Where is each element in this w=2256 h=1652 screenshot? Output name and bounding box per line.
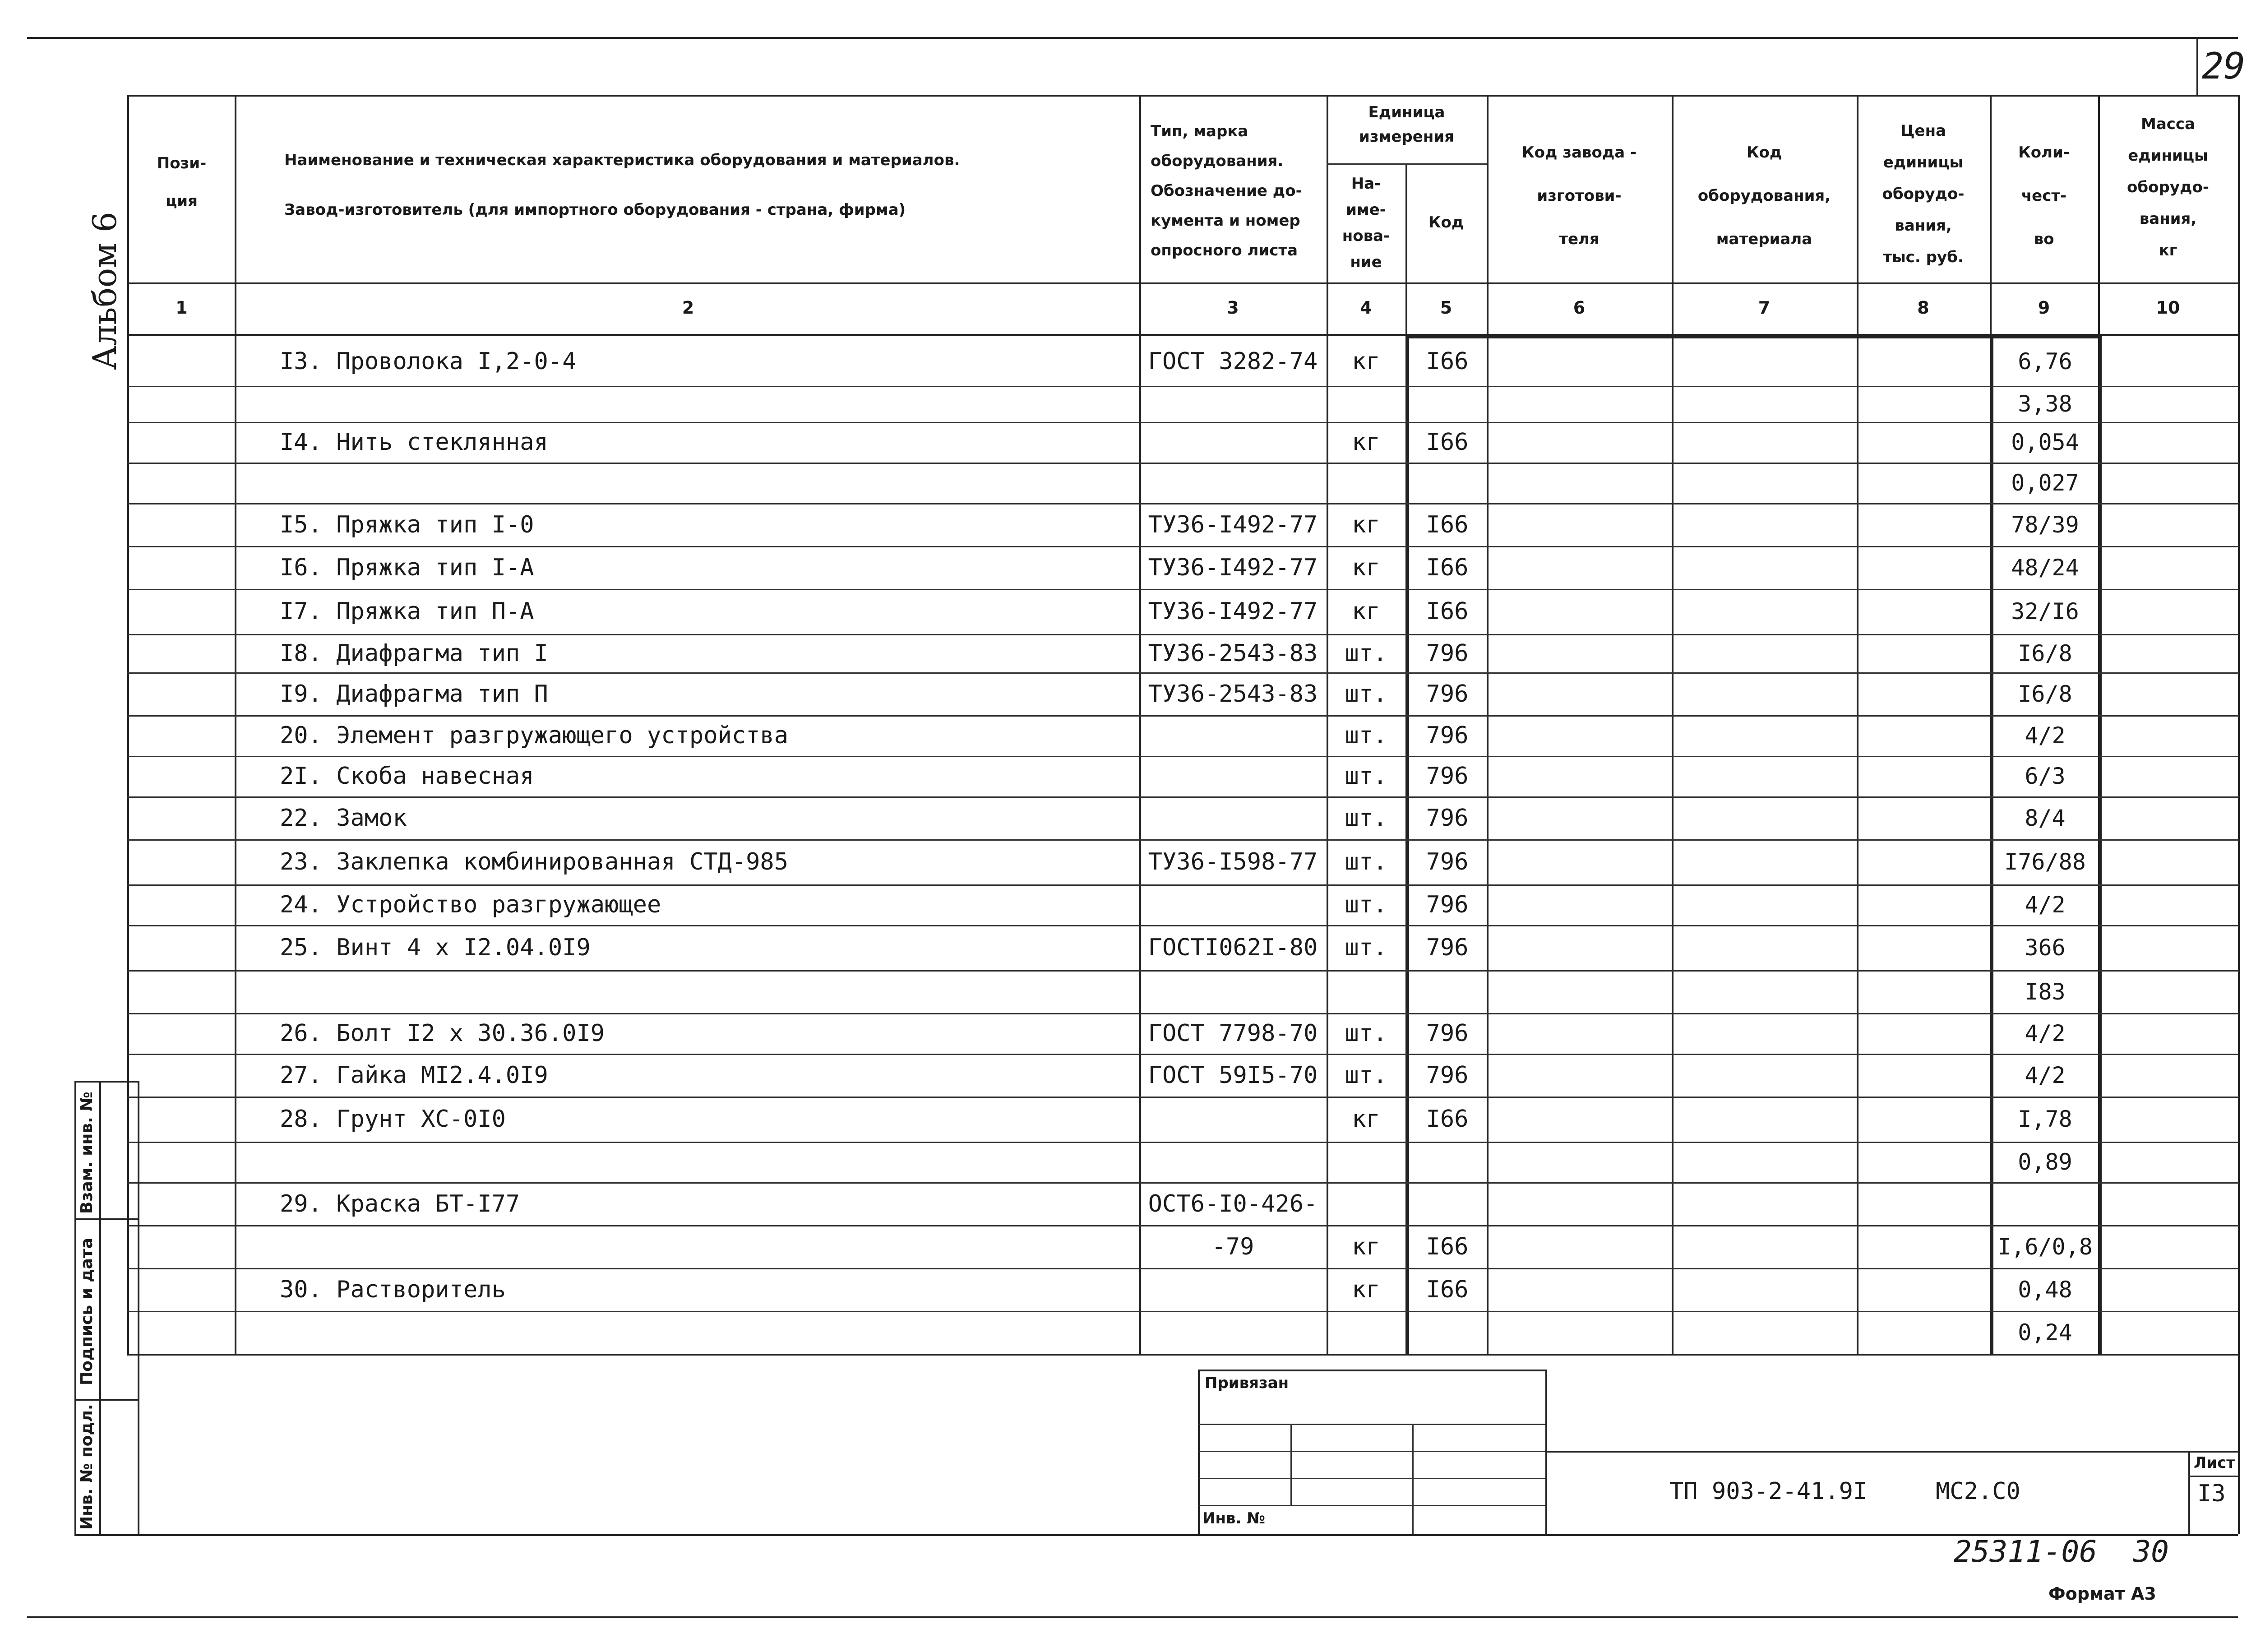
header-price bbox=[1859, 115, 1988, 273]
row-separator bbox=[127, 634, 2239, 635]
header-unit-line: Единица bbox=[1368, 103, 1445, 121]
table-cell-doc: ТУ36-I492-77 bbox=[1148, 598, 1318, 625]
side-stamp-right bbox=[138, 1081, 139, 1534]
column-number: 6 bbox=[1573, 298, 1586, 318]
row-separator bbox=[127, 1054, 2239, 1055]
header-type-line: оборудования. bbox=[1151, 152, 1284, 170]
table-cell-code: 796 bbox=[1426, 639, 1469, 667]
table-cell-qty: 4/2 bbox=[2025, 892, 2066, 918]
table-cell-doc: ГОСТ 3282-74 bbox=[1148, 347, 1318, 375]
page-number: 29 bbox=[2202, 45, 2246, 87]
top-border bbox=[27, 37, 2238, 39]
header-unit-line: измерения bbox=[1359, 128, 1454, 146]
header-price-line: тыс. руб. bbox=[1883, 248, 1964, 266]
table-cell-qty: I,78 bbox=[2018, 1106, 2072, 1132]
table-cell-unit: кг bbox=[1352, 1233, 1380, 1260]
header-mass-line: вания, bbox=[2139, 210, 2197, 228]
privyazan-label: Привязан bbox=[1205, 1374, 1289, 1392]
table-cell-qty: 0,89 bbox=[2018, 1149, 2072, 1175]
table-cell-name: 27. Гайка МI2.4.0I9 bbox=[280, 1061, 548, 1089]
row-separator bbox=[127, 1097, 2239, 1098]
table-cell-qty: 0,24 bbox=[2018, 1319, 2072, 1346]
column-number: 10 bbox=[2156, 298, 2180, 318]
table-cell-qty: I,6/0,8 bbox=[1997, 1233, 2093, 1260]
header-name-line: Наименование и техническая характеристика оборудования и материалов. bbox=[284, 151, 960, 169]
privyazan-col1 bbox=[1290, 1424, 1292, 1505]
table-cell-doc: ГОСТI062I-80 bbox=[1148, 934, 1318, 961]
table-cell-unit: шт. bbox=[1345, 804, 1387, 832]
header-factory-line: Код завода - bbox=[1521, 143, 1637, 162]
table-cell-qty: 78/39 bbox=[2011, 511, 2079, 538]
header-equipment-line: материала bbox=[1716, 230, 1812, 248]
header-bottom-line bbox=[127, 282, 2239, 284]
table-cell-code: I66 bbox=[1426, 554, 1469, 581]
header-name-line: Завод-изготовитель (для импортного оборудования - страна, фирма) bbox=[284, 201, 906, 219]
table-cell-unit: шт. bbox=[1345, 639, 1387, 667]
row-separator bbox=[127, 1142, 2239, 1143]
bottom-border bbox=[27, 1616, 2238, 1618]
table-cell-code: I66 bbox=[1426, 598, 1469, 625]
table-cell-unit: шт. bbox=[1345, 1061, 1387, 1089]
privyazan-row4 bbox=[1198, 1505, 1545, 1506]
privyazan-col2 bbox=[1412, 1424, 1414, 1534]
doc-code: ТП 903-2-41.9I bbox=[1669, 1478, 1868, 1505]
row-separator bbox=[127, 503, 2239, 504]
table-bottom-line bbox=[127, 1354, 2239, 1356]
header-equipment-line: оборудования, bbox=[1697, 187, 1831, 205]
header-price-line: оборудо- bbox=[1882, 185, 1965, 203]
table-cell-doc: ГОСТ 59I5-70 bbox=[1148, 1061, 1318, 1089]
side-stamp-left bbox=[74, 1081, 76, 1534]
table-cell-qty: 32/I6 bbox=[2011, 598, 2079, 625]
header-mass bbox=[2100, 108, 2236, 266]
side-stamp-mid bbox=[99, 1081, 101, 1534]
col-divider-1 bbox=[235, 95, 236, 1354]
column-number: 5 bbox=[1440, 298, 1452, 318]
table-cell-name: I8. Диафрагма тип I bbox=[280, 639, 548, 667]
table-cell-code: I66 bbox=[1426, 1276, 1469, 1303]
header-position-line: Пози- bbox=[157, 154, 207, 172]
row-separator bbox=[127, 796, 2239, 798]
table-cell-name: I7. Пряжка тип П-А bbox=[280, 598, 534, 625]
table-cell-code: I66 bbox=[1426, 429, 1469, 456]
privyazan-row2 bbox=[1198, 1451, 1545, 1452]
sheet-box-left bbox=[2188, 1451, 2190, 1534]
column-number: 3 bbox=[1227, 298, 1239, 318]
header-type-line: кумента и номер bbox=[1151, 212, 1300, 230]
table-cell-name: 20. Элемент разгружающего устройства bbox=[280, 722, 789, 749]
sheet-label: Лист bbox=[2194, 1454, 2235, 1472]
header-equipment-code bbox=[1674, 131, 1854, 261]
header-unit-name-line: нова- bbox=[1342, 227, 1390, 245]
row-separator bbox=[127, 1311, 2239, 1312]
header-price-line: Цена bbox=[1900, 122, 1946, 140]
privyazan-right bbox=[1545, 1370, 1547, 1534]
table-cell-unit: кг bbox=[1352, 554, 1380, 581]
table-cell-qty: 366 bbox=[2025, 935, 2066, 961]
table-cell-name: 25. Винт 4 х I2.04.0I9 bbox=[280, 934, 591, 961]
header-quantity-line: во bbox=[2034, 230, 2054, 248]
table-cell-unit: шт. bbox=[1345, 848, 1387, 875]
column-number: 7 bbox=[1758, 298, 1771, 318]
unit-group-line bbox=[1327, 163, 1487, 165]
table-cell-qty: 48/24 bbox=[2011, 554, 2079, 581]
table-cell-qty: 6,76 bbox=[2018, 348, 2072, 375]
col-divider-7 bbox=[1857, 95, 1858, 1354]
row-separator bbox=[127, 672, 2239, 674]
row-separator bbox=[127, 1013, 2239, 1014]
thick-line-top bbox=[1405, 335, 2102, 338]
table-cell-qty: 4/2 bbox=[2025, 1020, 2066, 1046]
table-cell-unit: шт. bbox=[1345, 680, 1387, 708]
side-stamp-div2 bbox=[74, 1399, 138, 1401]
table-cell-code: 796 bbox=[1426, 1061, 1469, 1089]
table-cell-qty: 4/2 bbox=[2025, 1062, 2066, 1088]
header-type bbox=[1151, 116, 1322, 265]
row-separator bbox=[127, 839, 2239, 841]
table-cell-unit: кг bbox=[1352, 511, 1380, 538]
row-separator bbox=[127, 884, 2239, 886]
side-stamp-bottom bbox=[74, 1534, 138, 1536]
table-cell-name: 22. Замок bbox=[280, 804, 407, 832]
column-number: 8 bbox=[1917, 298, 1929, 318]
row-separator bbox=[127, 1182, 2239, 1184]
header-type-line: Тип, марка bbox=[1151, 122, 1248, 140]
table-cell-name: 26. Болт I2 х 30.36.0I9 bbox=[280, 1020, 605, 1047]
table-cell-name: I4. Нить стеклянная bbox=[280, 429, 548, 456]
table-cell-name: I9. Диафрагма тип П bbox=[280, 680, 548, 708]
header-factory-line: теля bbox=[1559, 230, 1600, 248]
header-unit-name-line: На- bbox=[1351, 175, 1381, 193]
table-cell-name: 24. Устройство разгружающее bbox=[280, 891, 661, 918]
archive-number: 25311-06 30 bbox=[1954, 1534, 2169, 1569]
table-cell-unit: шт. bbox=[1345, 1020, 1387, 1047]
table-cell-qty: 6/3 bbox=[2025, 763, 2066, 789]
privyazan-top bbox=[1198, 1370, 1545, 1371]
side-stamp-podpis: Подпись и дата bbox=[78, 1238, 96, 1385]
stamp-bottom-line bbox=[138, 1534, 2238, 1536]
stamp-main-right bbox=[2238, 1354, 2240, 1534]
row-separator bbox=[127, 1268, 2239, 1269]
row-separator bbox=[127, 756, 2239, 757]
side-stamp-inv-podl: Инв. № подл. bbox=[78, 1404, 96, 1530]
table-cell-unit: шт. bbox=[1345, 722, 1387, 749]
stamp-title-top bbox=[1545, 1451, 2238, 1453]
col-divider-3 bbox=[1327, 95, 1328, 1354]
table-cell-qty: 0,027 bbox=[2011, 470, 2079, 496]
table-cell-name: I3. Проволока I,2-0-4 bbox=[280, 347, 577, 375]
table-top-border bbox=[127, 95, 2239, 97]
thick-line-col9-right bbox=[2098, 336, 2102, 1354]
table-cell-code: 796 bbox=[1426, 804, 1469, 832]
column-number: 2 bbox=[682, 298, 694, 318]
side-stamp-top bbox=[74, 1081, 138, 1083]
sheet-number: I3 bbox=[2197, 1480, 2226, 1507]
format-label: Формат А3 bbox=[2048, 1584, 2156, 1604]
header-mass-line: оборудо- bbox=[2127, 178, 2209, 196]
header-position bbox=[131, 144, 232, 220]
inv-no-label: Инв. № bbox=[1202, 1509, 1266, 1527]
row-separator bbox=[127, 1225, 2239, 1226]
table-cell-code: 796 bbox=[1426, 891, 1469, 918]
header-price-line: единицы bbox=[1883, 153, 1964, 171]
row-separator bbox=[127, 386, 2239, 387]
header-quantity-line: чест- bbox=[2021, 187, 2067, 205]
row-separator bbox=[127, 925, 2239, 926]
thick-line-col9-left bbox=[1990, 336, 1993, 1354]
table-cell-name: 30. Растворитель bbox=[280, 1276, 506, 1303]
sheet-box-div bbox=[2188, 1476, 2238, 1477]
thick-line-col5 bbox=[1405, 336, 1409, 1354]
table-cell-doc: ОСТ6-I0-426- bbox=[1148, 1190, 1318, 1217]
table-cell-qty: 3,38 bbox=[2018, 391, 2072, 417]
table-cell-code: I66 bbox=[1426, 1106, 1469, 1133]
table-cell-name: I5. Пряжка тип I-0 bbox=[280, 511, 534, 538]
table-cell-name: 28. Грунт ХС-0I0 bbox=[280, 1106, 506, 1133]
table-cell-name: 29. Краска БТ-I77 bbox=[280, 1190, 520, 1217]
table-cell-code: I66 bbox=[1426, 1233, 1469, 1260]
album-label: Альбом 6 bbox=[86, 212, 124, 370]
table-cell-doc: ТУ36-I492-77 bbox=[1148, 511, 1318, 538]
column-number: 4 bbox=[1360, 298, 1372, 318]
header-mass-line: кг bbox=[2159, 241, 2177, 259]
table-cell-qty: I6/8 bbox=[2018, 680, 2072, 707]
header-quantity bbox=[1992, 131, 2096, 261]
row-separator bbox=[127, 546, 2239, 547]
header-factory-line: изготови- bbox=[1537, 187, 1622, 205]
table-cell-qty: I83 bbox=[2025, 978, 2066, 1005]
row-separator bbox=[127, 589, 2239, 590]
header-quantity-line: Коли- bbox=[2018, 143, 2070, 162]
header-price-line: вания, bbox=[1895, 217, 1952, 235]
table-cell-code: I66 bbox=[1426, 511, 1469, 538]
table-cell-qty: 4/2 bbox=[2025, 722, 2066, 749]
row-separator bbox=[127, 463, 2239, 464]
row-separator bbox=[127, 715, 2239, 717]
header-position-line: ция bbox=[166, 192, 198, 210]
doc-mark: МС2.С0 bbox=[1936, 1478, 2020, 1505]
table-cell-code: 796 bbox=[1426, 763, 1469, 790]
table-cell-qty: 0,054 bbox=[2011, 429, 2079, 455]
table-cell-code: 796 bbox=[1426, 848, 1469, 875]
table-cell-unit: кг bbox=[1352, 1106, 1380, 1133]
header-unit-code: Код bbox=[1428, 213, 1464, 231]
column-number: 1 bbox=[176, 298, 188, 318]
row-separator bbox=[127, 970, 2239, 972]
header-type-line: опросного листа bbox=[1151, 241, 1298, 259]
header-unit-name-line: име- bbox=[1346, 201, 1386, 219]
header-factory-code bbox=[1489, 131, 1669, 261]
col-divider-6 bbox=[1672, 95, 1674, 1354]
table-cell-name: 2I. Скоба навесная bbox=[280, 763, 534, 790]
table-cell-unit: кг bbox=[1352, 429, 1380, 456]
table-cell-doc: ТУ36-2543-83 bbox=[1148, 680, 1318, 708]
table-cell-unit: шт. bbox=[1345, 934, 1387, 961]
table-cell-qty: I6/8 bbox=[2018, 640, 2072, 666]
side-stamp-div1 bbox=[74, 1218, 138, 1220]
header-mass-line: единицы bbox=[2128, 147, 2208, 165]
table-cell-doc: ТУ36-2543-83 bbox=[1148, 639, 1318, 667]
header-equipment-line: Код bbox=[1746, 143, 1782, 162]
table-cell-doc: ТУ36-I598-77 bbox=[1148, 848, 1318, 875]
header-mass-line: Масса bbox=[2140, 115, 2196, 133]
header-name bbox=[284, 135, 1133, 235]
table-cell-name: 23. Заклепка комбинированная СТД-985 bbox=[280, 848, 789, 875]
side-stamp-vzam: Взам. инв. № bbox=[78, 1092, 96, 1214]
table-cell-unit: кг bbox=[1352, 1276, 1380, 1303]
header-unit-group bbox=[1329, 100, 1484, 149]
table-cell-unit: кг bbox=[1352, 598, 1380, 625]
table-cell-code: I66 bbox=[1426, 347, 1469, 375]
privyazan-row1 bbox=[1198, 1424, 1545, 1425]
column-number: 9 bbox=[2038, 298, 2050, 318]
row-separator bbox=[127, 422, 2239, 423]
table-cell-unit: кг bbox=[1352, 347, 1380, 375]
table-cell-qty: 0,48 bbox=[2018, 1276, 2072, 1303]
table-cell-unit: шт. bbox=[1345, 763, 1387, 790]
page-number-box-left bbox=[2196, 37, 2198, 95]
table-cell-code: 796 bbox=[1426, 680, 1469, 708]
table-cell-doc: -79 bbox=[1211, 1233, 1254, 1260]
header-unit-name-line: ние bbox=[1350, 253, 1382, 271]
table-cell-qty: 8/4 bbox=[2025, 805, 2066, 831]
header-type-line: Обозначение до- bbox=[1151, 182, 1302, 200]
table-cell-name: I6. Пряжка тип I-А bbox=[280, 554, 534, 581]
privyazan-row3 bbox=[1198, 1478, 1545, 1479]
table-cell-doc: ГОСТ 7798-70 bbox=[1148, 1020, 1318, 1047]
table-cell-qty: I76/88 bbox=[2004, 849, 2086, 875]
table-cell-code: 796 bbox=[1426, 934, 1469, 961]
table-cell-doc: ТУ36-I492-77 bbox=[1148, 554, 1318, 581]
col-divider-5 bbox=[1487, 95, 1489, 1354]
header-unit-name bbox=[1329, 171, 1403, 275]
table-cell-code: 796 bbox=[1426, 722, 1469, 749]
table-cell-unit: шт. bbox=[1345, 891, 1387, 918]
table-cell-code: 796 bbox=[1426, 1020, 1469, 1047]
